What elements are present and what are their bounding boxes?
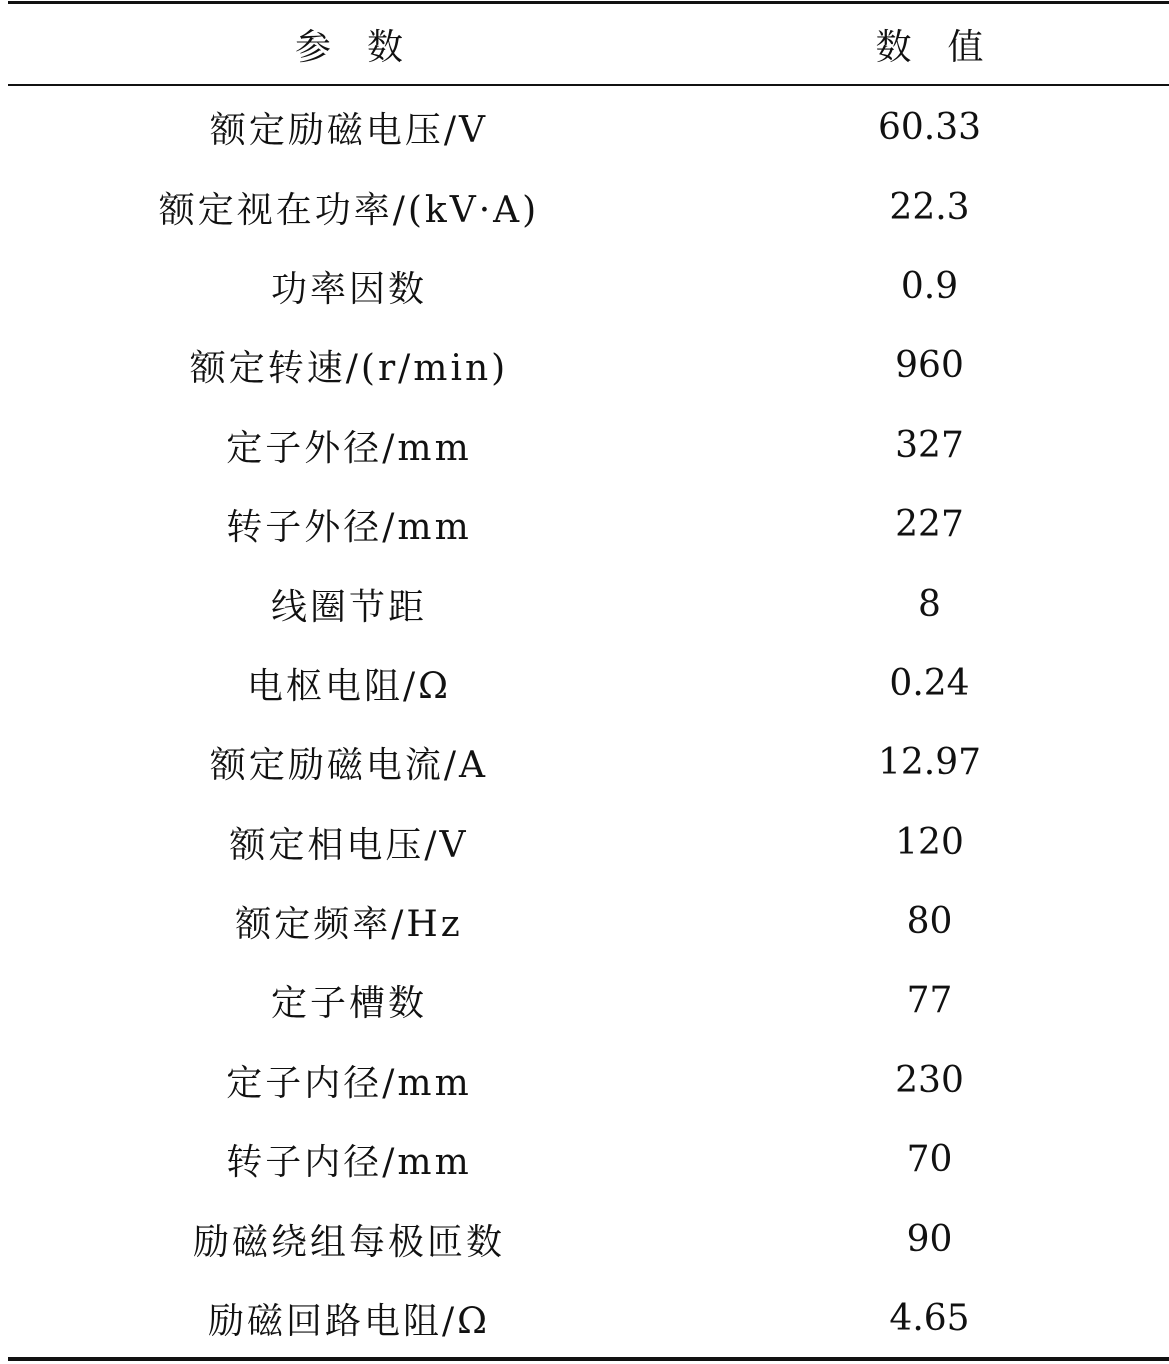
value-cell: 22.3: [889, 186, 970, 228]
param-cell: 电枢电阻/Ω: [247, 665, 451, 707]
table-row: [8, 1120, 1169, 1199]
value-cell: 0.9: [900, 265, 959, 307]
param-cell: 额定励磁电流/A: [209, 745, 489, 787]
table-row: [8, 88, 1169, 167]
value-cell: 90: [906, 1218, 953, 1260]
value-cell: 960: [895, 345, 964, 387]
param-cell: 定子槽数: [270, 983, 427, 1025]
value-cell: 12.97: [877, 742, 982, 784]
param-cell: 定子内径/mm: [226, 1062, 472, 1104]
value-cell: 227: [895, 504, 964, 546]
header-value: 数值: [875, 26, 1020, 68]
param-cell: 转子内径/mm: [226, 1142, 472, 1184]
table-row: [8, 326, 1169, 405]
param-cell: 励磁回路电阻/Ω: [208, 1301, 490, 1343]
table-row: [8, 247, 1169, 326]
table-body: [8, 88, 1169, 1358]
table-header-row: [8, 4, 1169, 84]
table-row: [8, 564, 1169, 643]
table-row: [8, 644, 1169, 723]
table-row: [8, 882, 1169, 961]
table-row: [8, 167, 1169, 246]
table-header-rule: [8, 84, 1169, 86]
value-cell: 230: [895, 1059, 964, 1101]
param-cell: 定子外径/mm: [226, 427, 472, 469]
table-bottom-rule: [8, 1357, 1169, 1361]
value-cell: 77: [906, 980, 953, 1022]
header-param: 参数: [294, 26, 439, 68]
param-cell: 额定频率/Hz: [235, 904, 463, 946]
param-cell: 额定转速/(r/min): [189, 348, 509, 390]
table-row: [8, 803, 1169, 882]
table-row: [8, 1041, 1169, 1120]
value-cell: 70: [906, 1139, 953, 1181]
param-cell: 励磁绕组每极匝数: [192, 1221, 505, 1263]
table-row: [8, 961, 1169, 1040]
value-cell: 80: [906, 901, 953, 943]
param-cell: 线圈节距: [270, 586, 427, 628]
value-cell: 327: [895, 424, 964, 466]
value-cell: 0.24: [889, 662, 970, 704]
value-cell: 120: [895, 821, 964, 863]
table-row: [8, 1199, 1169, 1278]
value-cell: 8: [918, 583, 941, 625]
param-cell: 转子外径/mm: [226, 507, 472, 549]
value-cell: 4.65: [889, 1298, 970, 1340]
param-cell: 额定视在功率/(kV·A): [158, 189, 540, 231]
table-row: [8, 406, 1169, 485]
param-cell: 额定励磁电压/V: [209, 110, 489, 152]
param-cell: 额定相电压/V: [229, 824, 469, 866]
param-cell: 功率因数: [270, 268, 427, 310]
table-row: [8, 485, 1169, 564]
table-row: [8, 1279, 1169, 1358]
table-row: [8, 723, 1169, 802]
value-cell: 60.33: [877, 107, 982, 149]
